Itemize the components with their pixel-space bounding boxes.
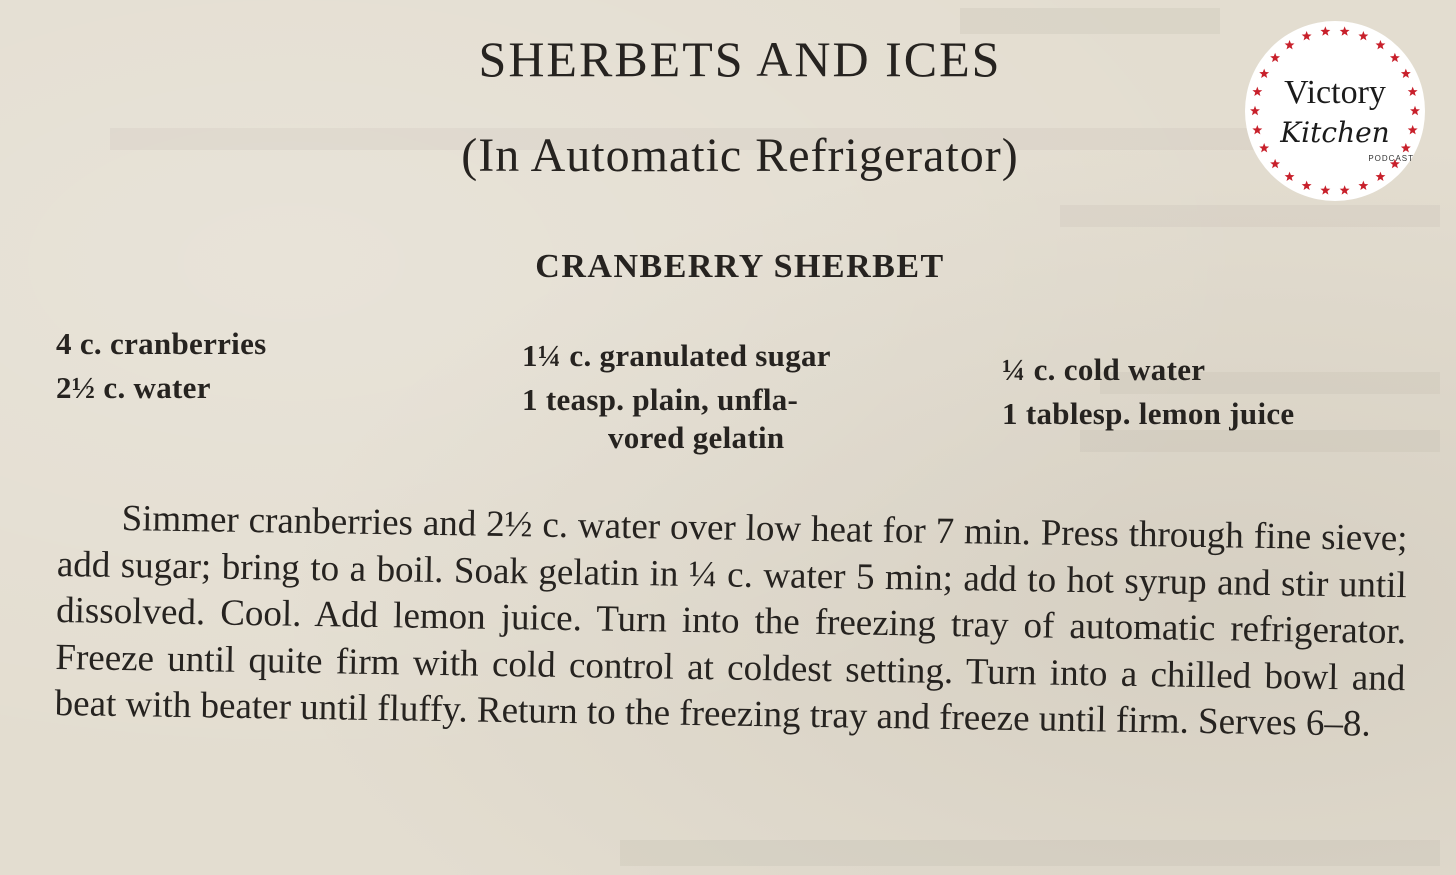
ingredient-item: 1¼ c. granulated sugar <box>522 338 831 373</box>
ingredient-item-continuation: vored gelatin <box>608 420 785 455</box>
logo-text-kitchen: Kitchen <box>1280 116 1390 149</box>
ingredient-item: 1 teasp. plain, unfla- <box>522 382 799 417</box>
page-title: SHERBETS AND ICES <box>478 31 1002 87</box>
ingredient-item: 1 tablesp. lemon juice <box>1002 396 1295 431</box>
ingredient-item: ¼ c. cold water <box>1002 352 1206 387</box>
instructions-paragraph: Simmer cranberries and 2½ c. water over low heat for 7 min. Press through fine sieve; add sugar; bring to a boil. Soak gelatin in ¼ c. water 5 min; add to hot syrup and stir until dissolved. Cool. Add lemon juice. Turn into the freezing tray of automatic refrigerator. Freeze until quite firm with cold control at coldest setting. Turn into a chilled bowl and beat with beater until fluffy. Return to the freezing tray and freeze until firm. Serves 6–8. <box>54 498 1408 745</box>
logo-text-victory: Victory <box>1284 74 1386 111</box>
bleed-through-line <box>1060 205 1440 227</box>
page-subtitle: (In Automatic Refrigerator) <box>461 129 1019 182</box>
ingredients-column-3 <box>1002 348 1294 436</box>
ingredients-column-2 <box>522 334 831 460</box>
ingredient-item: 4 c. cranberries <box>56 326 267 361</box>
ingredient-item: 2½ c. water <box>56 370 211 405</box>
logo-text-podcast: PODCAST <box>1368 154 1414 163</box>
victory-kitchen-logo <box>1242 18 1428 204</box>
bleed-through-line <box>620 840 1440 866</box>
ingredients-column-1 <box>56 322 267 410</box>
recipe-title: CRANBERRY SHERBET <box>535 248 945 285</box>
recipe-instructions <box>54 495 1407 749</box>
